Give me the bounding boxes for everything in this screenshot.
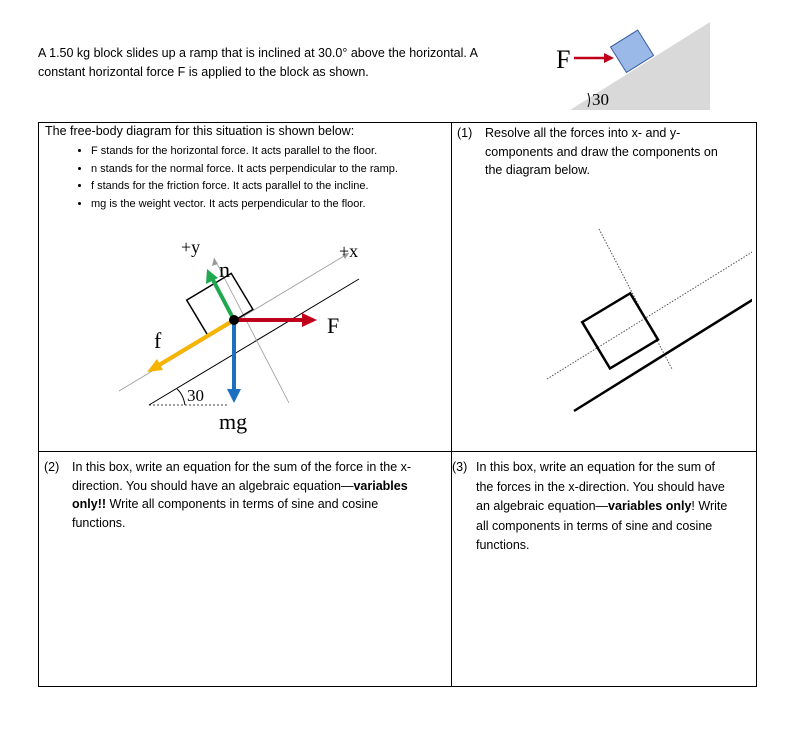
box4-line-3a: an algebraic equation— xyxy=(476,499,609,513)
box-resolve-forces xyxy=(451,122,757,452)
box-sum-forces-x xyxy=(38,451,452,687)
box3-line-3b: Write all components in terms of sine and cosine xyxy=(106,497,379,511)
normal-arrow-shaft xyxy=(213,280,234,320)
box4-line-2: the forces in the x-direction. You should have xyxy=(476,479,725,494)
box4-line-3b: variables only xyxy=(608,499,692,513)
label-plus-x: +x xyxy=(339,241,359,261)
box-sum-forces-x-2 xyxy=(451,451,757,687)
box4-line-3c: ! Write xyxy=(691,499,728,513)
weight-arrow-head xyxy=(227,389,241,403)
bullet-n: • n stands for the normal force. It acts perpendicular to the ramp. xyxy=(91,161,398,179)
box4-number: (3) xyxy=(452,460,468,474)
box3-line-1: In this box, write an equation for the sum of the force in the x- xyxy=(72,460,412,474)
box2-line-2: components and draw the components on xyxy=(485,144,718,159)
free-body-diagram xyxy=(99,223,399,443)
center-point xyxy=(229,315,239,325)
intro-line-1: A 1.50 kg block slides up a ramp that is inclined at 30.0° above the horizontal. A xyxy=(38,46,478,60)
label-n: n xyxy=(219,257,230,282)
components-y-axis xyxy=(599,229,672,369)
box3-number: (2) xyxy=(44,460,60,474)
intro-text xyxy=(38,44,528,82)
top-angle-label: 30 xyxy=(592,90,609,109)
box3-line-4: functions. xyxy=(72,515,126,530)
box2-text xyxy=(457,124,718,180)
box1-heading: The free-body diagram for this situation is shown below: xyxy=(45,124,355,138)
bullet-f: • f stands for the friction force. It acts parallel to the incline. xyxy=(91,178,398,196)
components-block xyxy=(582,293,658,368)
friction-arrow-shaft xyxy=(159,320,234,365)
box1-bullet-list xyxy=(69,143,398,213)
box4-line-1: In this box, write an equation for the sum of xyxy=(476,460,716,474)
label-plus-y: +y xyxy=(181,237,201,257)
box2-line-3: the diagram below. xyxy=(485,163,590,177)
intro-line-2: constant horizontal force F is applied to the block as shown. xyxy=(38,65,369,79)
box2-number: (1) xyxy=(457,126,473,140)
worksheet-grid xyxy=(38,122,757,687)
top-force-label: F xyxy=(556,45,571,74)
bullet-mg: • mg is the weight vector. It acts perpendicular to the floor. xyxy=(91,196,398,214)
label-angle-30: 30 xyxy=(187,386,204,405)
box3-text xyxy=(44,458,448,532)
box2-line-1: Resolve all the forces into x- and y- xyxy=(485,126,681,140)
box-free-body xyxy=(38,122,452,452)
box3-line-2b: variables xyxy=(353,478,408,493)
box4-text xyxy=(452,458,752,556)
box3-line-2a: direction. You should have an algebraic equation— xyxy=(72,478,354,493)
components-diagram xyxy=(512,223,752,423)
box3-line-3a: only!! xyxy=(72,497,107,511)
box4-line-4: all components in terms of sine and cosine xyxy=(476,518,713,533)
label-mg: mg xyxy=(219,409,248,434)
box4-line-5: functions. xyxy=(476,538,530,552)
label-F: F xyxy=(327,313,340,338)
bullet-F: • F stands for the horizontal force. It acts parallel to the floor. xyxy=(91,143,398,161)
fbd-angle-arc xyxy=(177,389,185,405)
ramp-figure xyxy=(540,12,720,114)
components-x-axis xyxy=(547,241,752,379)
label-f: f xyxy=(154,328,162,353)
incline-line xyxy=(149,279,359,405)
applied-force-arrow-head xyxy=(302,313,317,327)
top-force-arrow-head xyxy=(604,53,614,63)
